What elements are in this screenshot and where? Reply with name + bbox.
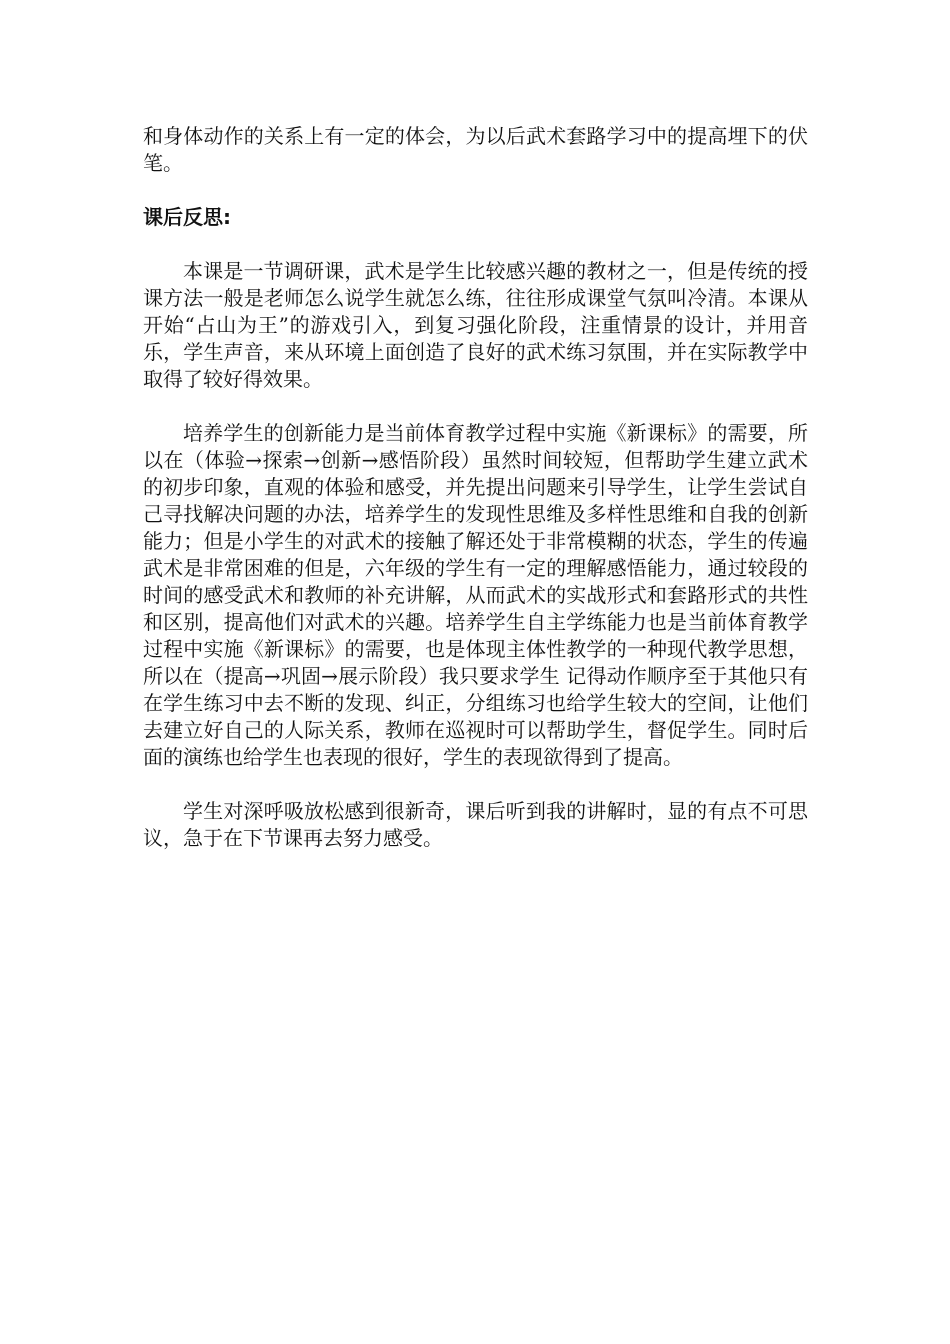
paragraph-gap xyxy=(143,771,808,798)
paragraph-breathing: 学生对深呼吸放松感到很新奇，课后听到我的讲解时，显的有点不可思议，急于在下节课再去努力感受。 xyxy=(143,799,808,850)
document-body xyxy=(143,123,808,852)
paragraph-gap xyxy=(143,393,808,420)
paragraph-reflection-intro: 本课是一节调研课，武术是学生比较感兴趣的教材之一，但是传统的授课方法一般是老师怎么说学生就怎么练，往往形成课堂气氛叫冷清。本课从开始“占山为王”的游戏引入，到复习强化阶段，注重情景的设计，并用音乐，学生声音，来从环境上面创造了良好的武术练习氛围，并在实际教学中取得了较好得效果。 xyxy=(143,259,808,391)
paragraph-gap xyxy=(143,177,808,204)
section-heading-reflection: 课后反思: xyxy=(143,205,231,229)
paragraph-continued: 和身体动作的关系上有一定的体会，为以后武术套路学习中的提高埋下的伏笔。 xyxy=(143,124,808,175)
paragraph-creativity: 培养学生的创新能力是当前体育教学过程中实施《新课标》的需要，所以在（体验→探索→创新→感悟阶段）虽然时间较短，但帮助学生建立武术的初步印象，直观的体验和感受，并先提出问题来引导学生，让学生尝试自己寻找解决问题的办法，培养学生的发现性思维及多样性思维和自我的创新能力；但是小学生的对武术的接触了解还处于非常模糊的状态，学生的传遍武术是非常困难的但是，六年级的学生有一定的理解感悟能力，通过较段的时间的感受武术和教师的补充讲解，从而武术的实战形式和套路形式的共性和区别，提高他们对武术的兴趣。培养学生自主学练能力也是当前体育教学过程中实施《新课标》的需要，也是体现主体性教学的一种现代教学思想，所以在（提高→巩固→展示阶段）我只要求学生 记得动作顺序至于其他只有在学生练习中去不断的发现、纠正，分组练习也给学生较大的空间，让他们去建立好自己的人际关系，教师在巡视时可以帮助学生，督促学生。同时后面的演练也给学生也表现的很好，学生的表现欲得到了提高。 xyxy=(143,421,808,769)
paragraph-gap xyxy=(143,231,808,258)
